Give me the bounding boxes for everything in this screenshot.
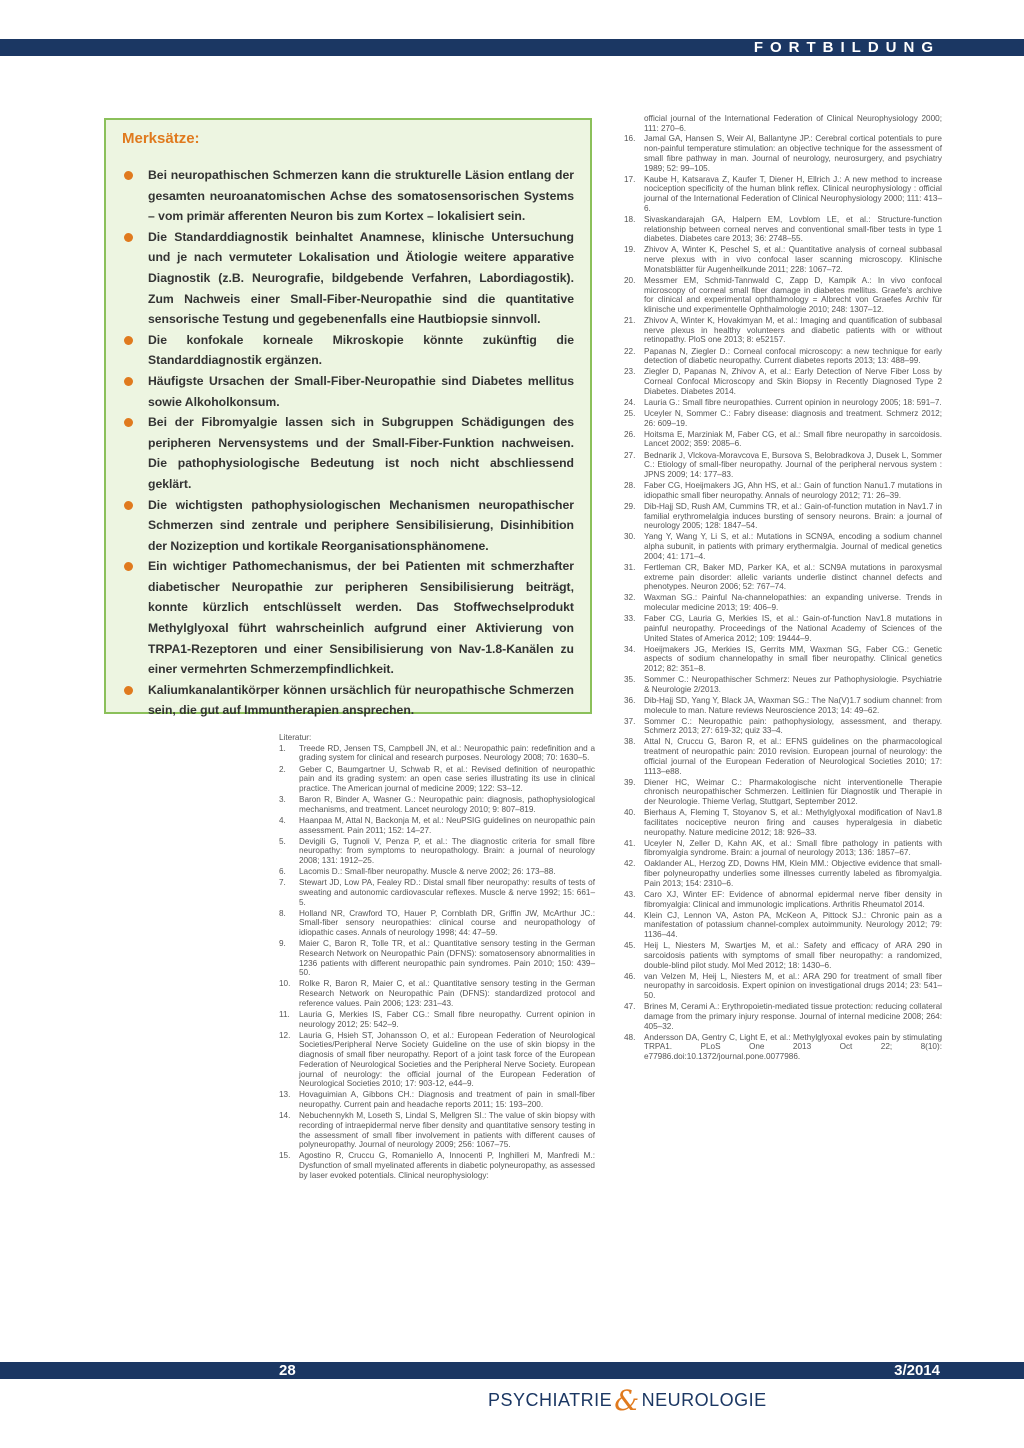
reference-text: Treede RD, Jensen TS, Campbell JN, et al.: Neuropathic pain: redefinition and a grading system for clinical and research purposes. Neurology 2008; 70: 1630–5. [299,743,595,763]
reference-item [624,859,942,888]
reference-number: 17. [624,174,636,184]
reference-text: Faber CG, Lauria G, Merkies IS, et al.: Gain-of-function Nav1.8 mutations in painful neuropathy. Proceedings of the National Academy of Sciences of the United States of America 2012; 109: 19444–9. [644,614,942,643]
reference-text: Hoitsma E, Marziniak M, Faber CG, et al.: Small fibre neuropathy in sarcoidosis. Lancet 2002; 359: 2085–6. [644,429,942,449]
reference-text: Rolke R, Baron R, Maier C, et al.: Quantitative sensory testing in the German Research Network on Neuropathic Pain (DFNS): standardized protocol and reference values. Pain 2006; 123: 231–43. [299,979,595,1008]
reference-text: van Velzen M, Heij L, Niesters M, et al.: ARA 290 for treatment of small fiber neuropathy in sarcoidosis. Expert opinion on investigational drugs 2014; 23: 541–50. [644,971,942,1001]
reference-text: Lauria G.: Small fibre neuropathies. Current opinion in neurology 2005; 18: 591–7. [644,397,942,407]
reference-text: Andersson DA, Gentry C, Light E, et al.: Methylglyoxal evokes pain by stimulating TRPA1. PLoS One 2013 Oct 22; 8(10): e77986.doi:10.1372/journal.pone.0077986. [644,1032,942,1062]
reference-text: Uceyler N, Zeller D, Kahn AK, et al.: Small fibre pathology in patients with fibromyalgia syndrome. Brain: a journal of neurology 2013; 136: 1857–67. [644,838,942,858]
reference-item [279,744,595,763]
reference-text: Baron R, Binder A, Wasner G.: Neuropathic pain: diagnosis, pathophysiological mechanisms, and treatment. Lancet neurology 2010; 9: 807–819. [299,795,595,814]
reference-number: 40. [624,808,636,818]
reference-text: Oaklander AL, Herzog ZD, Downs HM, Klein MM.: Objective evidence that small-fiber polyneuropathy underlies some illnesses currently labeled as fibromyalgia. Pain 2013; 154: 2310–6. [644,859,942,888]
reference-text: Lacomis D.: Small-fiber neuropathy. Muscle & nerve 2002; 26: 173–88. [299,867,556,877]
references-column-2 [624,114,942,1063]
reference-text: Uceyler N, Sommer C.: Fabry disease: diagnosis and treatment. Schmerz 2012; 26: 609–19. [644,408,942,428]
reference-item [624,1002,942,1031]
reference-text: Waxman SG.: Painful Na-channelopathies: an expanding universe. Trends in molecular medicine 2013; 19: 406–9. [644,593,942,612]
reference-item [279,867,595,877]
reference-number: 28. [624,481,636,490]
reference-text: Caro XJ, Winter EF: Evidence of abnormal epidermal nerve fiber density in fibromyalgia: Clinical and immunologic implications. Arthritis Rheumatol 2014. [644,889,942,909]
reference-item [624,175,942,214]
reference-number: 8. [279,908,286,918]
reference-text: Hovaguimian A, Gibbons CH.: Diagnosis and treatment of pain in small-fiber neuropathy. Current pain and headache reports 2011; 15: 193–200. [299,1090,595,1109]
reference-item [279,909,595,938]
reference-item [279,878,595,907]
reference-number: 12. [279,1030,291,1040]
reference-number: 4. [279,815,286,825]
reference-number: 6. [279,867,286,877]
key-point-text: Die wichtigsten pathophysiologischen Mechanismen neuropathischer Schmerzen sind zentrale und periphere Sensibilisierung, Disinhibition der Nozizeption und kortikale Reorganisationsphänomene. [148,497,574,553]
reference-text: Heij L, Niesters M, Swartjes M, et al.: Safety and efficacy of ARA 290 in sarcoidosis patients with symptoms of small fiber neuropathy: a randomized, double-blind pilot study. Mol Med 2012; 18: 1430–6. [644,941,942,970]
references-heading: Literatur: [279,733,312,742]
reference-text: Devigili G, Tugnoli V, Penza P, et al.: The diagnostic criteria for small fibre neuropathy: from symptoms to neuropathology. Brain: a journal of neurology 2008; 131: 1912–25. [299,836,595,865]
reference-item [624,398,942,408]
reference-text: Brines M, Cerami A.: Erythropoietin-mediated tissue protection: reducing collateral damage from the primary injury response. Journal of internal medicine 2008; 264: 405–32. [644,1002,942,1031]
reference-item [624,563,942,592]
reference-number: 25. [624,408,636,418]
reference-item [624,808,942,837]
reference-item [624,839,942,858]
reference-item [624,737,942,776]
reference-item [624,367,942,396]
reference-item [624,245,942,274]
key-point-text: Die konfokale korneale Mikroskopie könnte zukünftig die Standarddiagnostik ergänzen. [148,332,574,368]
page-number: 28 [279,1362,296,1379]
key-points-box [104,118,592,718]
reference-text: Dib-Hajj SD, Yang Y, Black JA, Waxman SG.: The Na(V)1.7 sodium channel: from molecule to man. Nature reviews Neuroscience 2013; 14: 49–62. [644,695,942,715]
reference-text: Jamal GA, Hansen S, Weir AI, Ballantyne JP.: Cerebral cortical potentials to pure non-painful temperature stimulation: an objective technique for the assessment of small fibre pathway in man. Journal of neurology, neurosurgery, and psychiatry 1989; 52: 99–105. [644,134,942,173]
logo-ampersand: & [614,1384,640,1417]
header-bar [0,39,1024,56]
reference-text: Lauria G, Merkies IS, Faber CG.: Small fibre neuropathy. Current opinion in neurology 2012; 25: 542–9. [299,1009,595,1029]
reference-item [279,1090,595,1109]
reference-text: Sivaskandarajah GA, Halpern EM, Lovblom LE, et al.: Structure-function relationship between corneal nerves and conventional small-fiber tests in type 1 diabetes. Diabetes care 2013; 36: 2748–55. [644,214,942,244]
reference-number: 43. [624,889,636,899]
reference-item [624,276,942,315]
reference-number: 44. [624,910,636,920]
reference-text: Sommer C.: Neuropathischer Schmerz: Neues zur Pathophysiologie. Psychiatrie & Neurologie 2/2013. [644,675,942,694]
reference-number: 37. [624,716,636,726]
reference-number: 18. [624,214,636,224]
reference-number: 16. [624,134,636,144]
reference-number: 29. [624,501,636,511]
reference-item [279,795,595,814]
reference-number: 36. [624,695,636,705]
reference-item [624,481,942,500]
reference-text: Hoeijmakers JG, Merkies IS, Gerrits MM, Waxman SG, Faber CG.: Genetic aspects of sodium channelopathy in small fiber neuropathy. Clinical genetics 2012; 82: 351–8. [644,644,942,673]
reference-item [624,409,942,428]
reference-item [624,134,942,173]
reference-number: 13. [279,1090,291,1100]
key-point-item [122,227,574,330]
reference-number: 5. [279,836,286,846]
reference-text: Bierhaus A, Fleming T, Stoyanov S, et al.: Methylglyoxal modification of Nav1.8 facilitates nociceptive neuron firing and causes hyperalgesia in diabetic neuropathy. Nature medicine 2012; 18: 926–33. [644,808,942,837]
reference-text: Bednarik J, Vlckova-Moravcova E, Bursova S, Belobradkova J, Dusek L, Sommer C.: Etiology of small-fiber neuropathy. Journal of the peripheral nervous system : JPNS 2009; 14: 177–83. [644,450,942,479]
bullet-dot-icon [124,171,133,180]
references-list-2 [624,134,942,1061]
reference-number: 46. [624,971,636,981]
reference-item [624,911,942,940]
reference-text: Zhivov A, Winter K, Hovakimyan M, et al.: Imaging and quantification of subbasal nerve plexus in healthy volunteers and diabetic patients with or without retinopathy. PloS one 2013; 8: e52157. [644,316,942,345]
key-point-text: Häufigste Ursachen der Small-Fiber-Neuropathie sind Diabetes mellitus sowie Alkoholkonsum. [148,373,574,409]
reference-text: Agostino R, Cruccu G, Romaniello A, Innocenti P, Inghilleri M, Manfredi M.: Dysfunction of small myelinated afferents in diabetic polyneuropathy, as assessed by laser evoked potentials. Clinical neurophysiology: [299,1151,595,1180]
bullet-dot-icon [124,233,133,242]
reference-item [279,816,595,835]
reference-item [624,890,942,909]
reference-text: Messmer EM, Schmid-Tannwald C, Zapp D, Kampik A.: In vivo confocal microscopy of corneal small fiber damage in diabetes mellitus. Graefe's archive for clinical and experimental ophthalmology = Albrecht von Graefes Archiv für klinische und experimentelle Ophthalmologie 2010; 248: 1307–12. [644,275,942,314]
journal-logo [488,1384,767,1417]
reference-text: Ziegler D, Papanas N, Zhivov A, et al.: Early Detection of Nerve Fiber Loss by Corneal Confocal Microscopy and Skin Biopsy in Recently Diagnosed Type 2 Diabetes. Diabetes 2014. [644,367,942,396]
reference-number: 2. [279,764,286,774]
reference-text: Nebuchennykh M, Loseth S, Lindal S, Mellgren SI.: The value of skin biopsy with recording of intraepidermal nerve fiber density and quantitative sensory testing in the assessment of small fiber involvement in patients with different causes of polyneuropathy. Journal of neurology 2009; 256: 1067–75. [299,1111,595,1150]
reference-item [624,593,942,612]
reference-item [279,765,595,794]
reference-number: 42. [624,859,636,869]
reference-item [624,972,942,1001]
key-point-text: Ein wichtiger Pathomechanismus, der bei Patienten mit schmerzhafter diabetischer Neuropathie zur peripheren Sensibilisierung beiträgt, konnte kürzlich entschlüsselt werden. Das Stoffwechselprodukt Methylglyoxal führt wahrscheinlich aufgrund einer Aktivierung von TRPA1-Rezeptoren und einer Sensibilisierung von Nav-1.8-Kanälen zu einer vermehrten Schmerzempfindlichkeit. [148,559,574,677]
reference-item [624,430,942,449]
reference-text: Fertleman CR, Baker MD, Parker KA, et al.: SCN9A mutations in paroxysmal extreme pain disorder: allelic variants underlie distinct channel defects and phenotypes. Neuron 2006; 52: 767–74. [644,562,942,592]
reference-item [624,696,942,715]
reference-item [624,347,942,366]
key-point-item [122,556,574,680]
bullet-dot-icon [124,336,133,345]
reference-number: 34. [624,644,636,654]
reference-item [624,1033,942,1062]
reference-number: 24. [624,397,636,407]
reference-text: Diener HC, Weimar C.: Pharmakologische nicht interventionelle Therapie chronisch neuropathischer Schmerzen. Leitlinien für Diagnostik und Therapie in der Neurologie. Thieme Verlag, Stuttgart, September 2012. [644,777,942,807]
reference-number: 30. [624,532,636,542]
reference-item [279,1151,595,1180]
reference-item [279,837,595,866]
bullet-dot-icon [124,501,133,510]
reference-number: 35. [624,675,636,685]
reference-number: 45. [624,941,636,951]
reference-number: 7. [279,878,286,888]
key-points-list [122,165,574,721]
reference-item [624,502,942,531]
reference-number: 21. [624,316,636,326]
reference-continuation: official journal of the International Federation of Clinical Neurophysiology 2000; 111: 270–6. [644,114,942,133]
issue-number: 3/2014 [894,1362,940,1379]
reference-number: 31. [624,562,636,572]
reference-text: Haanpaa M, Attal N, Backonja M, et al.: NeuPSIG guidelines on neuropathic pain assessment. Pain 2011; 152: 14–27. [299,815,595,835]
bullet-dot-icon [124,686,133,695]
reference-text: Sommer C.: Neuropathic pain: pathophysiology, assessment, and therapy. Schmerz 2013; 27: 619-32; quiz 33–4. [644,716,942,736]
reference-number: 47. [624,1002,636,1012]
reference-number: 19. [624,245,636,255]
logo-word-left: PSYCHIATRIE [488,1390,613,1410]
reference-text: Dib-Hajj SD, Rush AM, Cummins TR, et al.: Gain-of-function mutation in Nav1.7 in familial erythromelalgia induces bursting of sensory neurons. Brain: a journal of neurology 2005; 128: 1847–54. [644,501,942,531]
reference-number: 9. [279,939,286,949]
key-point-item [122,412,574,494]
reference-item [624,645,942,674]
reference-item [279,1010,595,1029]
reference-number: 10. [279,979,291,989]
reference-item [279,1111,595,1150]
reference-item [624,614,942,643]
reference-item [624,675,942,694]
reference-number: 3. [279,795,286,804]
reference-number: 22. [624,346,636,356]
bullet-dot-icon [124,418,133,427]
reference-text: Klein CJ, Lennon VA, Aston PA, McKeon A, Pittock SJ.: Chronic pain as a manifestation of potassium channel-complex autoimmunity. Neurology 2012; 79: 1136–44. [644,910,942,940]
reference-number: 32. [624,593,636,603]
reference-number: 48. [624,1032,636,1042]
key-point-item [122,680,574,721]
reference-text: Lauria G, Hsieh ST, Johansson O, et al.: European Federation of Neurological Societies/Peripheral Nerve Society Guideline on the use of skin biopsy in the diagnosis of small fiber neuropathy. Report of a joint task force of the European Federation of Neurological Societies and the Peripheral Nerve Society. European journal of neurology: the official journal of the European Federation of Neurological Societies 2010; 17: 903-12, e44–9. [299,1030,595,1089]
section-label: FORTBILDUNG [753,39,940,56]
reference-item [624,316,942,345]
reference-text: Zhivov A, Winter K, Peschel S, et al.: Quantitative analysis of corneal subbasal nerve plexus with in vivo confocal laser scanning microscopy. Klinische Monatsblätter für Augenheilkunde 2011; 228: 1067–72. [644,245,942,274]
references-column-1 [279,733,595,1182]
reference-text: Kaube H, Katsarava Z, Kaufer T, Diener H, Ellrich J.: A new method to increase nociception specificity of the human blink reflex. Clinical neurophysiology : official journal of the International Federation of Clinical Neurophysiology 2000; 111: 413–6. [644,174,942,213]
reference-number: 20. [624,275,636,285]
reference-text: Maier C, Baron R, Tolle TR, et al.: Quantitative sensory testing in the German Research Network on Neuropathic Pain (DFNS): somatosensory abnormalities in 1236 patients with different neuropathic pain syndromes. Pain 2010; 150: 439–50. [299,939,595,978]
key-point-item [122,165,574,227]
key-point-text: Die Standarddiagnostik beinhaltet Anamnese, klinische Untersuchung und je nach vermuteter Lokalisation und Ätiologie weitere apparative Diagnostik (z.B. Neurografie, bildgebende Verfahren, Labordiagostik). Zum Nachweis einer Small-Fiber-Neuropathie sind die quantitative sensorische Testung und gegebenenfalls eine Hautbiopsie sinnvoll. [148,229,574,327]
reference-item [624,778,942,807]
reference-number: 39. [624,777,636,787]
reference-number: 33. [624,614,636,624]
reference-item [624,451,942,480]
reference-number: 1. [279,743,286,753]
reference-number: 14. [279,1111,291,1121]
bullet-dot-icon [124,377,133,386]
key-point-text: Kaliumkanalantikörper können ursächlich für neuropathische Schmerzen sein, die gut auf Immuntherapien ansprechen. [148,682,574,718]
reference-item [624,532,942,561]
reference-text: Papanas N, Ziegler D.: Corneal confocal microscopy: a new technique for early detection of diabetic neuropathy. Current diabetes reports 2013; 13: 488–99. [644,346,942,366]
reference-number: 23. [624,367,636,377]
reference-item [279,979,595,1008]
key-point-item [122,495,574,557]
reference-item [624,717,942,736]
reference-number: 11. [279,1009,290,1019]
reference-text: Attal N, Cruccu G, Baron R, et al.: EFNS guidelines on the pharmacological treatment of neuropathic pain: 2010 revision. European journal of neurology: the official journal of the European Federation of Neurological Societies 2010; 17: 1113–e88. [644,737,942,776]
key-point-text: Bei neuropathischen Schmerzen kann die strukturelle Läsion entlang der gesamten neuroanatomischen Achse des somatosensorischen Systems – vom primär afferenten Neuron bis zum Kortex – lokalisiert sein. [148,168,574,224]
reference-item [624,215,942,244]
reference-text: Faber CG, Hoeijmakers JG, Ahn HS, et al.: Gain of function Nanu1.7 mutations in idiopathic small fiber neuropathy. Annals of neurology 2012; 71: 26–39. [644,481,942,500]
logo-word-right: NEUROLOGIE [641,1390,767,1410]
bullet-dot-icon [124,562,133,571]
key-point-text: Bei der Fibromyalgie lassen sich in Subgruppen Schädigungen des peripheren Nervensystems und der Small-Fiber-Funktion nachweisen. Die pathophysiologische Bedeutung ist noch nicht abschliessend geklärt. [148,415,574,491]
reference-text: Geber C, Baumgartner U, Schwab R, et al.: Revised definition of neuropathic pain and its grading system: an open case series illustrating its use in clinical practice. The American journal of medicine 2009; 122: S3–12. [299,764,595,793]
reference-number: 26. [624,429,636,439]
reference-number: 41. [624,838,636,848]
footer-bar [0,1362,1024,1379]
reference-item [624,941,942,970]
reference-text: Holland NR, Crawford TO, Hauer P, Cornblath DR, Griffin JW, McArthur JC.: Small-fiber sensory neuropathies: clinical course and neuropathology of idiopathic cases. Annals of neurology 1998; 44: 47–59. [299,908,595,938]
key-points-title: Merksätze: [122,130,200,147]
reference-item [279,1031,595,1089]
key-point-item [122,330,574,371]
references-list-1 [279,744,595,1181]
reference-number: 27. [624,450,636,460]
key-point-item [122,371,574,412]
reference-number: 38. [624,737,636,747]
reference-text: Stewart JD, Low PA, Fealey RD.: Distal small fiber neuropathy: results of tests of sweating and autonomic cardiovascular reflexes. Muscle & nerve 1992; 15: 661–5. [299,878,595,907]
reference-item [279,939,595,978]
reference-text: Yang Y, Wang Y, Li S, et al.: Mutations in SCN9A, encoding a sodium channel alpha subunit, in patients with primary erythermalgia. Journal of medical genetics 2004; 41: 171–4. [644,532,942,561]
reference-number: 15. [279,1151,291,1161]
